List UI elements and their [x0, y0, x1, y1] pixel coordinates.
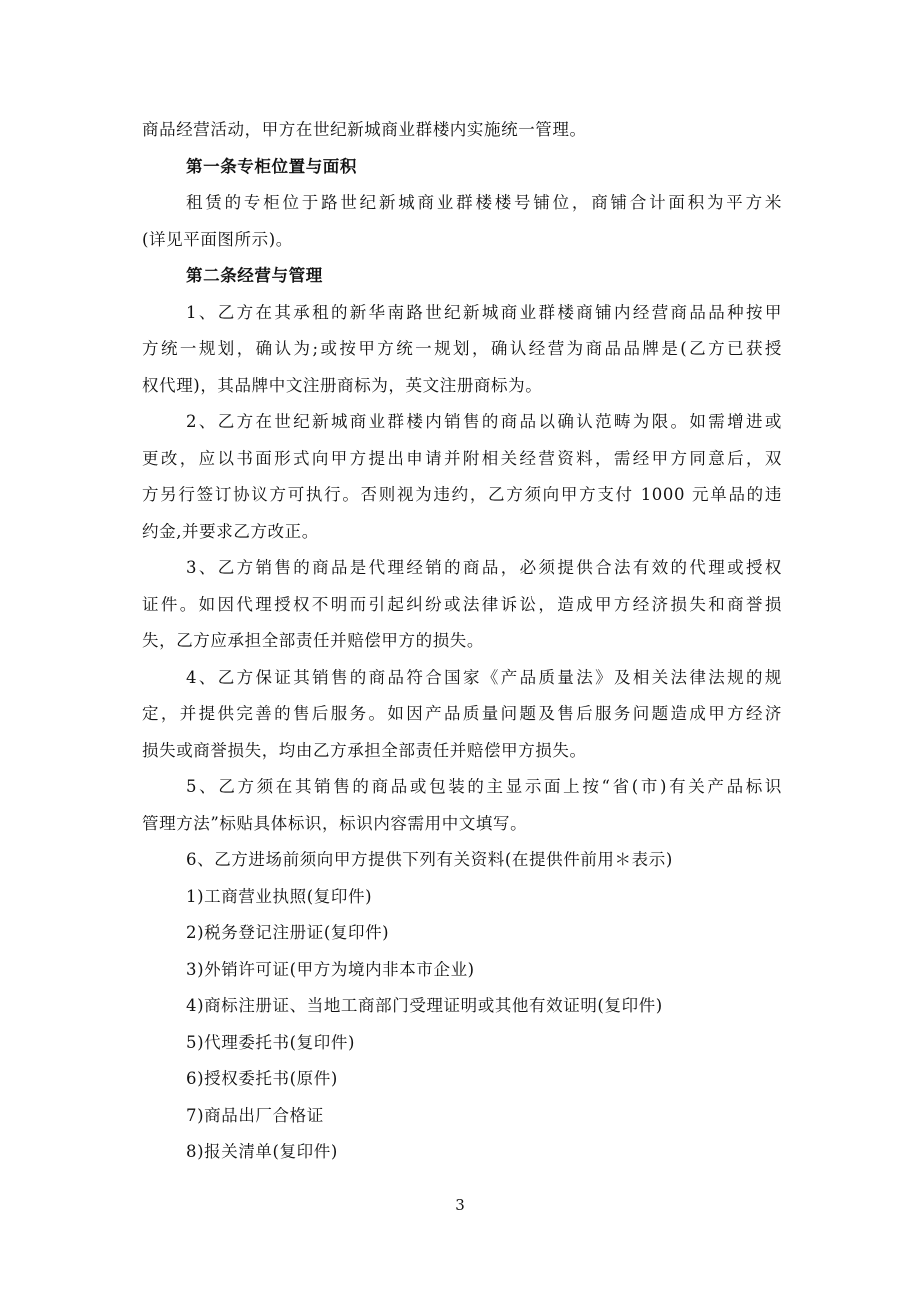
list-item: 3)外销许可证(甲方为境内非本市企业) — [186, 959, 475, 979]
text-line: 租赁的专柜位于路世纪新城商业群楼楼号铺位，商铺合计面积为平方米 — [186, 193, 782, 212]
text-line: 方另行签订协议方可执行。否则视为违约，乙方须向甲方支付 1000 元单品的违 — [142, 485, 782, 504]
text-line: 损失或商誉损失，均由乙方承担全部责任并赔偿甲方损失。 — [142, 740, 587, 760]
text-line: 更改，应以书面形式向甲方提出申请并附相关经营资料，需经甲方同意后，双 — [142, 448, 782, 468]
text-line: (详见平面图所示)。 — [142, 229, 293, 249]
list-item: 4)商标注册证、当地工商部门受理证明或其他有效证明(复印件) — [186, 996, 663, 1015]
list-item: 1)工商营业执照(复印件) — [186, 886, 373, 906]
text-line: 1、乙方在其承租的新华南路世纪新城商业群楼商铺内经营商品品种按甲 — [186, 302, 782, 322]
text-line: 3、乙方销售的商品是代理经销的商品，必须提供合法有效的代理或授权 — [186, 558, 782, 577]
text-line: 约金,并要求乙方改正。 — [142, 521, 319, 541]
text-line: 失，乙方应承担全部责任并赔偿甲方的损失。 — [142, 631, 484, 650]
page-number: 3 — [455, 1196, 465, 1214]
list-item: 2)税务登记注册证(复印件) — [186, 923, 390, 942]
text-line: 方统一规划，确认为;或按甲方统一规划，确认经营为商品品牌是(乙方已获授 — [142, 339, 782, 358]
text-line: 6、乙方进场前须向甲方提供下列有关资料(在提供件前用＊表示) — [186, 850, 673, 869]
list-item: 5)代理委托书(复印件) — [186, 1032, 356, 1052]
list-item: 8)报关清单(复印件) — [186, 1142, 338, 1161]
text-line: 管理方法”标贴具体标识，标识内容需用中文填写。 — [142, 813, 528, 833]
text-line: 定，并提供完善的售后服务。如因产品质量问题及售后服务问题造成甲方经济 — [142, 704, 782, 723]
text-line: 5、乙方须在其销售的商品或包装的主显示面上按“省(市)有关产品标识 — [186, 777, 782, 796]
text-line: 证件。如因代理授权不明而引起纠纷或法律诉讼，造成甲方经济损失和商誉损 — [142, 594, 782, 614]
section-heading: 第二条经营与管理 — [186, 266, 323, 285]
list-item: 7)商品出厂合格证 — [186, 1105, 324, 1125]
list-item: 6)授权委托书(原件) — [186, 1069, 338, 1088]
document-body — [142, 112, 782, 1171]
section-heading: 第一条专柜位置与面积 — [186, 156, 357, 176]
text-line: 权代理)，其品牌中文注册商标为，英文注册商标为。 — [142, 375, 543, 395]
text-line: 4、乙方保证其销售的商品符合国家《产品质量法》及相关法律法规的规 — [186, 667, 782, 687]
text-line: 2、乙方在世纪新城商业群楼内销售的商品以确认范畴为限。如需增进或 — [186, 412, 782, 431]
text-line: 商品经营活动，甲方在世纪新城商业群楼内实施统一管理。 — [142, 120, 587, 139]
